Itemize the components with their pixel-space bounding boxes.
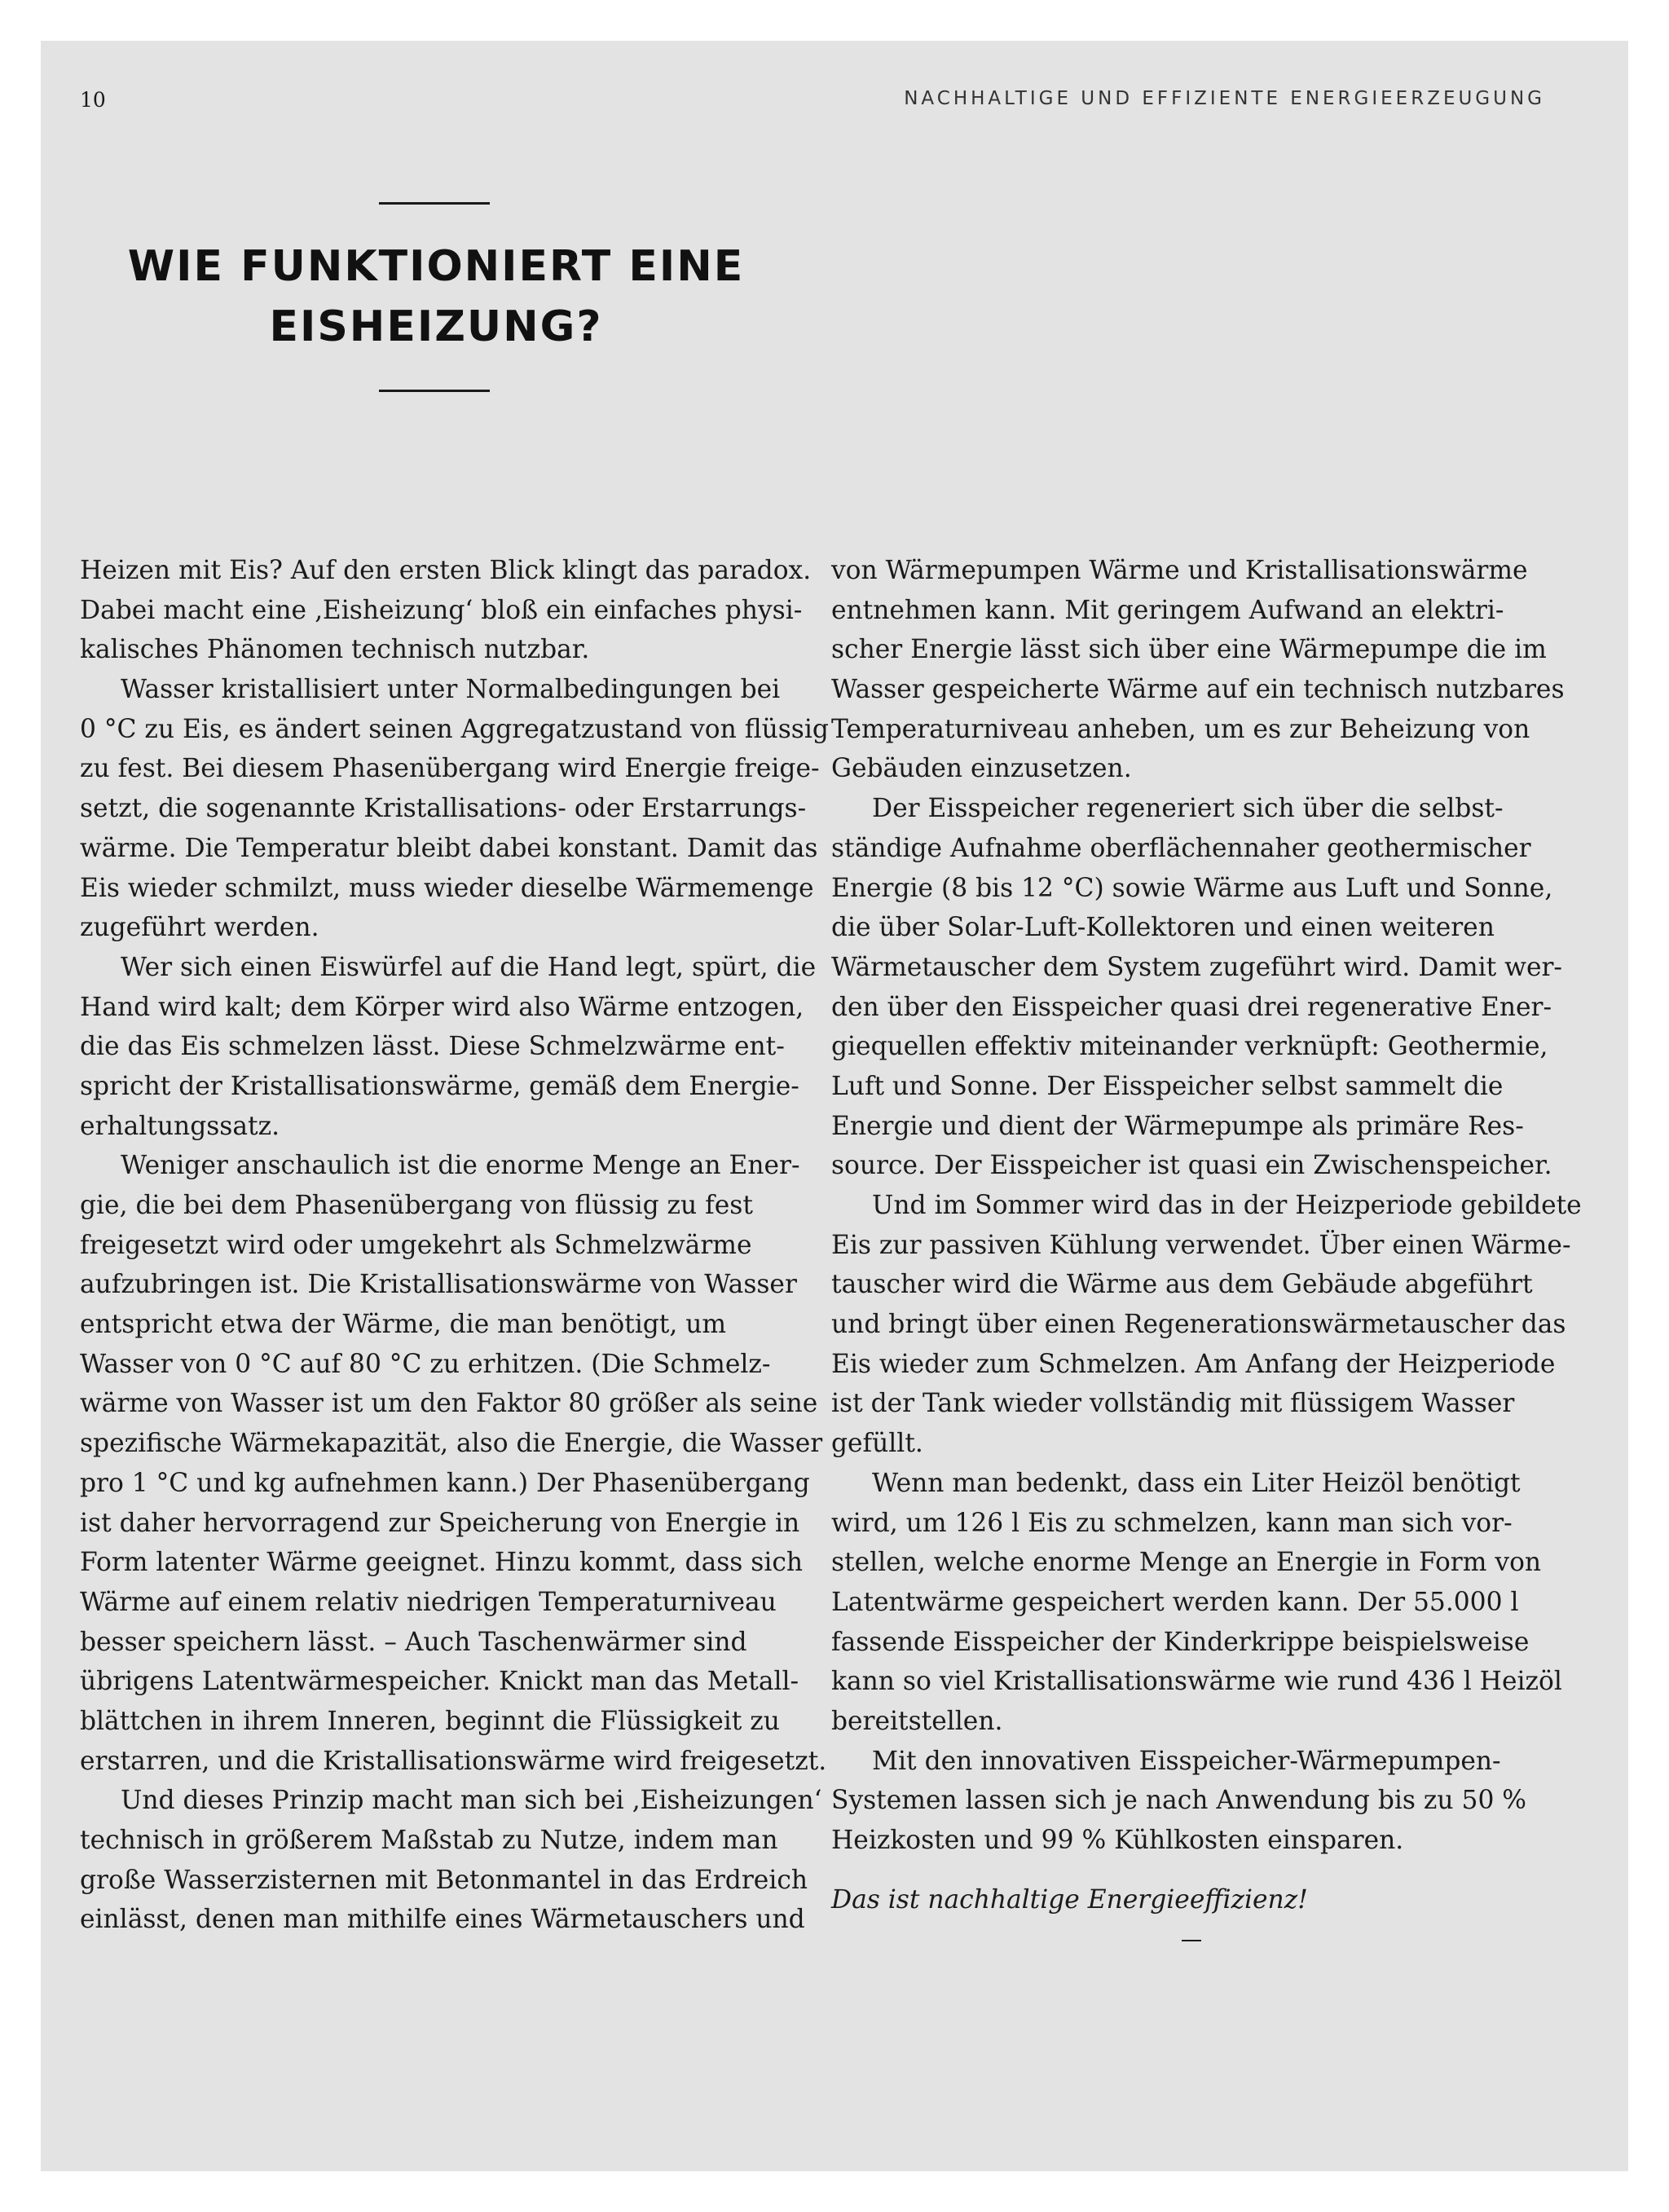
title-line-2: EISHEIZUNG? (269, 302, 603, 351)
text-line: Eis wieder zum Schmelzen. Am Anfang der Heizperiode (831, 1349, 1556, 1379)
text-line: technisch in größerem Maßstab zu Nutze, indem man (80, 1826, 778, 1855)
text-line: gefüllt. (831, 1429, 923, 1459)
text-line: Heizen mit Eis? Auf den ersten Blick klingt das paradox. (80, 556, 812, 585)
text-line: ist daher hervorragend zur Speicherung von Energie in (80, 1508, 800, 1538)
text-line: einlässt, denen man mithilfe eines Wärmetauschers und (80, 1905, 805, 1935)
text-line: bereitstellen. (831, 1706, 1003, 1736)
text-line: Wasser von 0 °C auf 80 °C zu erhitzen. (Die Schmelz- (80, 1349, 771, 1379)
text-line: kalisches Phänomen technisch nutzbar. (80, 635, 590, 665)
text-line: Mit den innovativen Eisspeicher-Wärmepumpen- (872, 1746, 1501, 1776)
text-line: von Wärmepumpen Wärme und Kristallisationswärme (831, 556, 1528, 585)
closing-line: Das ist nachhaltige Energieeffizienz! (831, 1884, 1308, 1915)
text-line: Wärmetauscher dem System zugeführt wird. Damit wer- (831, 952, 1563, 982)
text-line: giequellen effektiv miteinander verknüpft: Geothermie, (831, 1032, 1548, 1062)
text-line: den über den Eisspeicher quasi drei regenerative Ener- (831, 992, 1552, 1022)
text-line: Und im Sommer wird das in der Heizperiode gebildete (872, 1191, 1582, 1220)
text-line: source. Der Eisspeicher ist quasi ein Zwischenspeicher. (831, 1151, 1552, 1181)
page (41, 41, 1628, 2171)
text-line: Eis wieder schmilzt, muss wieder dieselbe Wärmemenge (80, 873, 814, 903)
text-line: übrigens Latentwärmespeicher. Knickt man das Metall- (80, 1667, 799, 1697)
running-header: NACHHALTIGE UND EFFIZIENTE ENERGIEERZEUGUNG (904, 88, 1545, 109)
text-line: erhaltungssatz. (80, 1111, 280, 1141)
article-title (114, 236, 758, 357)
text-line: scher Energie lässt sich über eine Wärmepumpe die im (831, 635, 1547, 665)
text-line: fassende Eisspeicher der Kinderkrippe beispielsweise (831, 1627, 1530, 1657)
text-line: Energie und dient der Wärmepumpe als primäre Res- (831, 1111, 1524, 1141)
text-line: tauscher wird die Wärme aus dem Gebäude abgeführt (831, 1270, 1533, 1300)
text-line: Form latenter Wärme geeignet. Hinzu kommt, dass sich (80, 1548, 804, 1578)
text-line: Heizkosten und 99 % Kühlkosten einsparen. (831, 1826, 1404, 1855)
text-line: zugeführt werden. (80, 913, 319, 943)
text-line: Systemen lassen sich je nach Anwendung bis zu 50 % (831, 1786, 1527, 1816)
text-line: große Wasserzisternen mit Betonmantel in das Erdreich (80, 1865, 808, 1895)
text-line: aufzubringen ist. Die Kristallisationswärme von Wasser (80, 1270, 797, 1300)
title-rule-top (379, 202, 490, 205)
title-line-1: WIE FUNKTIONIERT EINE (127, 242, 745, 291)
text-line: Wer sich einen Eiswürfel auf die Hand legt, spürt, die (121, 952, 817, 982)
text-line: setzt, die sogenannte Kristallisations- oder Erstarrungs- (80, 794, 807, 824)
end-mark (831, 1919, 1548, 1959)
text-line: ständige Aufnahme oberflächennaher geothermischer (831, 833, 1531, 863)
text-line: blättchen in ihrem Inneren, beginnt die Flüssigkeit zu (80, 1706, 780, 1736)
text-line: erstarren, und die Kristallisationswärme wird freigesetzt. (80, 1746, 827, 1776)
text-line: freigesetzt wird oder umgekehrt als Schmelzwärme (80, 1230, 752, 1260)
title-rule-bottom (379, 390, 490, 392)
text-line: Gebäuden einzusetzen. (831, 754, 1132, 784)
text-line: 0 °C zu Eis, es ändert seinen Aggregatzustand von flüssig (80, 714, 829, 744)
text-line: und bringt über einen Regenerationswärmetauscher das (831, 1310, 1566, 1340)
text-line: besser speichern lässt. – Auch Taschenwärmer sind (80, 1627, 747, 1657)
text-line: Eis zur passiven Kühlung verwendet. Über einen Wärme- (831, 1230, 1571, 1260)
text-line: Temperaturniveau anheben, um es zur Beheizung von (831, 714, 1530, 744)
text-line: Und dieses Prinzip macht man sich bei ‚Eisheizungen‘ (121, 1786, 822, 1816)
text-line: Wenn man bedenkt, dass ein Liter Heizöl benötigt (872, 1468, 1521, 1498)
text-line: zu fest. Bei diesem Phasenübergang wird Energie freige- (80, 754, 820, 784)
text-line: die über Solar-Luft-Kollektoren und einen weiteren (831, 913, 1495, 943)
text-line: wird, um 126 l Eis zu schmelzen, kann man sich vor- (831, 1508, 1513, 1538)
body-column-right (831, 551, 1582, 1959)
text-line: wärme von Wasser ist um den Faktor 80 größer als seine (80, 1389, 818, 1419)
text-line: Wärme auf einem relativ niedrigen Temperaturniveau (80, 1587, 777, 1617)
text-line: stellen, welche enorme Menge an Energie in Form von (831, 1548, 1542, 1578)
text-line: Luft und Sonne. Der Eisspeicher selbst sammelt die (831, 1071, 1504, 1101)
text-line: kann so viel Kristallisationswärme wie rund 436 l Heizöl (831, 1667, 1562, 1697)
text-line: Latentwärme gespeichert werden kann. Der 55.000 l (831, 1587, 1519, 1617)
text-line: spezifische Wärmekapazität, also die Energie, die Wasser (80, 1429, 823, 1459)
text-line: ist der Tank wieder vollständig mit flüssigem Wasser (831, 1389, 1515, 1419)
text-line: gie, die bei dem Phasenübergang von flüssig zu fest (80, 1191, 753, 1220)
text-line: pro 1 °C und kg aufnehmen kann.) Der Phasenübergang (80, 1468, 810, 1498)
page-number: 10 (80, 88, 106, 112)
text-line: die das Eis schmelzen lässt. Diese Schmelzwärme ent- (80, 1032, 785, 1062)
text-line: wärme. Die Temperatur bleibt dabei konstant. Damit das (80, 833, 818, 863)
text-line: Energie (8 bis 12 °C) sowie Wärme aus Luft und Sonne, (831, 873, 1553, 903)
text-line: entnehmen kann. Mit geringem Aufwand an elektri- (831, 595, 1504, 625)
text-line: Hand wird kalt; dem Körper wird also Wärme entzogen, (80, 992, 804, 1022)
text-line: entspricht etwa der Wärme, die man benötigt, um (80, 1310, 727, 1340)
text-line: spricht der Kristallisationswärme, gemäß dem Energie- (80, 1071, 799, 1101)
text-line: Weniger anschaulich ist die enorme Menge an Ener- (121, 1151, 800, 1181)
text-line: Der Eisspeicher regeneriert sich über die selbst- (872, 794, 1504, 824)
text-line: Dabei macht eine ‚Eisheizung‘ bloß ein einfaches physi- (80, 595, 803, 625)
body-column-left (80, 551, 829, 1940)
text-line: Wasser kristallisiert unter Normalbedingungen bei (121, 675, 781, 705)
text-line: Wasser gespeicherte Wärme auf ein technisch nutzbares (831, 675, 1565, 705)
